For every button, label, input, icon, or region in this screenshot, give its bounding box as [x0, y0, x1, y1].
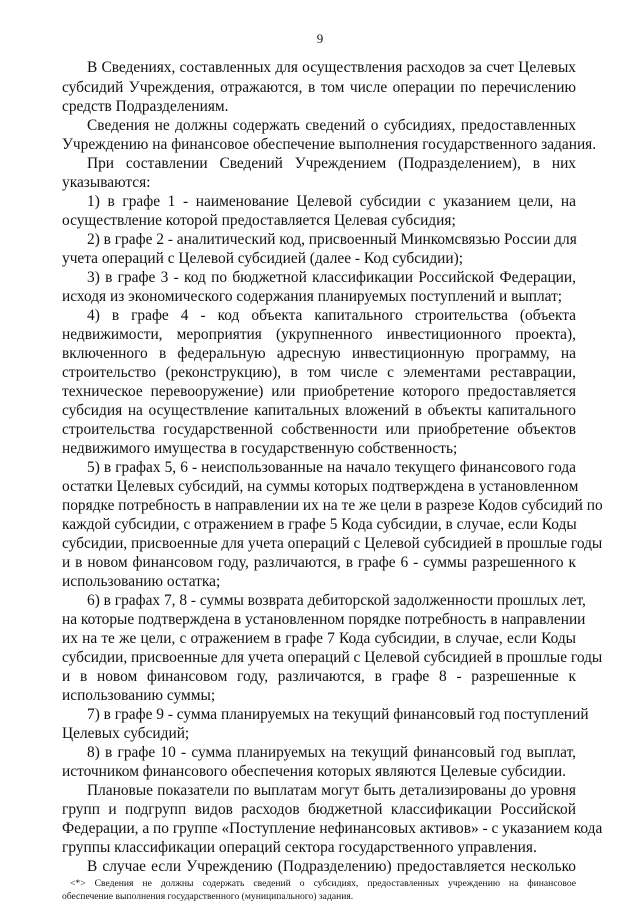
text-line: субсидия на осуществление капитальных вложений в объекты капитального — [62, 402, 576, 419]
text-line: исходя из экономического содержания планируемых поступлений и выплат; — [62, 288, 563, 305]
text-line: 1) в графе 1 - наименование Целевой субсидии с указанием цели, на — [87, 193, 576, 210]
text-line: субсидий Учреждения, отражаются, в том числе операции по перечислению — [62, 79, 576, 96]
text-line: 3) в графе 3 - код по бюджетной классификации Российской Федерации, — [87, 269, 576, 286]
text-line: недвижимого имущества в государственную собственность; — [62, 440, 458, 457]
text-line: Сведения не должны содержать сведений о субсидиях, предоставленных — [87, 117, 576, 134]
text-line: При составлении Сведений Учреждением (Подразделением), в них — [87, 155, 576, 172]
text-line: Учреждению на финансовое обеспечение выполнения государственного задания. — [62, 136, 597, 153]
text-line: указываются: — [62, 174, 151, 191]
text-line: учета операций с Целевой субсидией (далее - Код субсидии); — [62, 250, 464, 267]
text-line: источником финансового обеспечения которых являются Целевые субсидии. — [62, 763, 566, 780]
text-line: 2) в графе 2 - аналитический код, присвоенный Минкомсвязью России для — [87, 231, 577, 248]
page-number: 9 — [316, 31, 324, 46]
text-line: порядке потребность в направлении их на те же цели в разрезе Кодов субсидий по — [62, 497, 603, 514]
text-line: на которые подтверждена в установленном порядке потребность в направлении — [62, 611, 586, 628]
text-line: и в новом финансовом году, различаются, в графе 8 - разрешенные к — [62, 668, 576, 685]
text-line: 5) в графах 5, 6 - неиспользованные на начало текущего финансового года — [87, 459, 576, 476]
text-line: 7) в графе 9 - сумма планируемых на текущий финансовый год поступлений — [87, 706, 589, 723]
text-line: групп и подгрупп видов расходов бюджетной классификации Российской — [62, 801, 576, 818]
text-line: Плановые показатели по выплатам могут быть детализированы до уровня — [87, 782, 576, 799]
text-line: В случае если Учреждению (Подразделению) предоставляется несколько — [87, 858, 576, 875]
text-line: использованию остатка; — [62, 573, 221, 590]
text-line: субсидии, присвоенные для учета операций с Целевой субсидией в прошлые годы — [62, 649, 603, 666]
text-line: 8) в графе 10 - сумма планируемых на текущий финансовый год выплат, — [87, 744, 576, 761]
text-line: и в новом финансовом году, различаются, в графе 6 - суммы разрешенного к — [62, 554, 576, 571]
text-line: их на те же цели, с отражением в графе 7 Кода субсидии, в случае, если Коды — [62, 630, 576, 647]
text-line: каждой субсидии, с отражением в графе 5 Кода субсидии, в случае, если Коды — [62, 516, 577, 533]
text-line: средств Подразделениям. — [62, 98, 229, 115]
text-line: недвижимости, мероприятия (укрупненного инвестиционного проекта), — [62, 326, 576, 343]
text-line: Федерации, а по группе «Поступление нефинансовых активов» - с указанием кода — [62, 820, 603, 837]
text-line: Целевых субсидий; — [62, 725, 190, 742]
text-line: 6) в графах 7, 8 - суммы возврата дебиторской задолженности прошлых лет, — [87, 592, 586, 609]
text-line: группы классификации операций сектора государственного управления. — [62, 839, 537, 856]
text-line: техническое перевооружение) или приобретение которого предоставляется — [62, 383, 576, 400]
text-line: осуществление которой предоставляется Целевая субсидия; — [62, 212, 456, 229]
text-line: 4) в графе 4 - код объекта капитального строительства (объекта — [87, 307, 576, 324]
footnote-line: обеспечение выполнения государственного (муниципального) задания. — [62, 891, 354, 902]
text-line: строительства государственной собственности или приобретение объектов — [62, 421, 576, 438]
text-line: строительство (реконструкцию), в том числе с элементами реставрации, — [62, 364, 576, 381]
text-line: использованию суммы; — [62, 687, 216, 704]
text-line: субсидии, присвоенные для учета операций с Целевой субсидией в прошлые годы — [62, 535, 603, 552]
text-line: остатки Целевых субсидий, на суммы которых подтверждена в установленном — [62, 478, 579, 495]
text-line: включенного в федеральную адресную инвестиционную программу, на — [62, 345, 576, 362]
text-line: В Сведениях, составленных для осуществления расходов за счет Целевых — [87, 59, 576, 76]
footnote-line: <*> Сведения не должны содержать сведений о субсидиях, предоставленных учреждению на финансовое — [70, 878, 576, 889]
